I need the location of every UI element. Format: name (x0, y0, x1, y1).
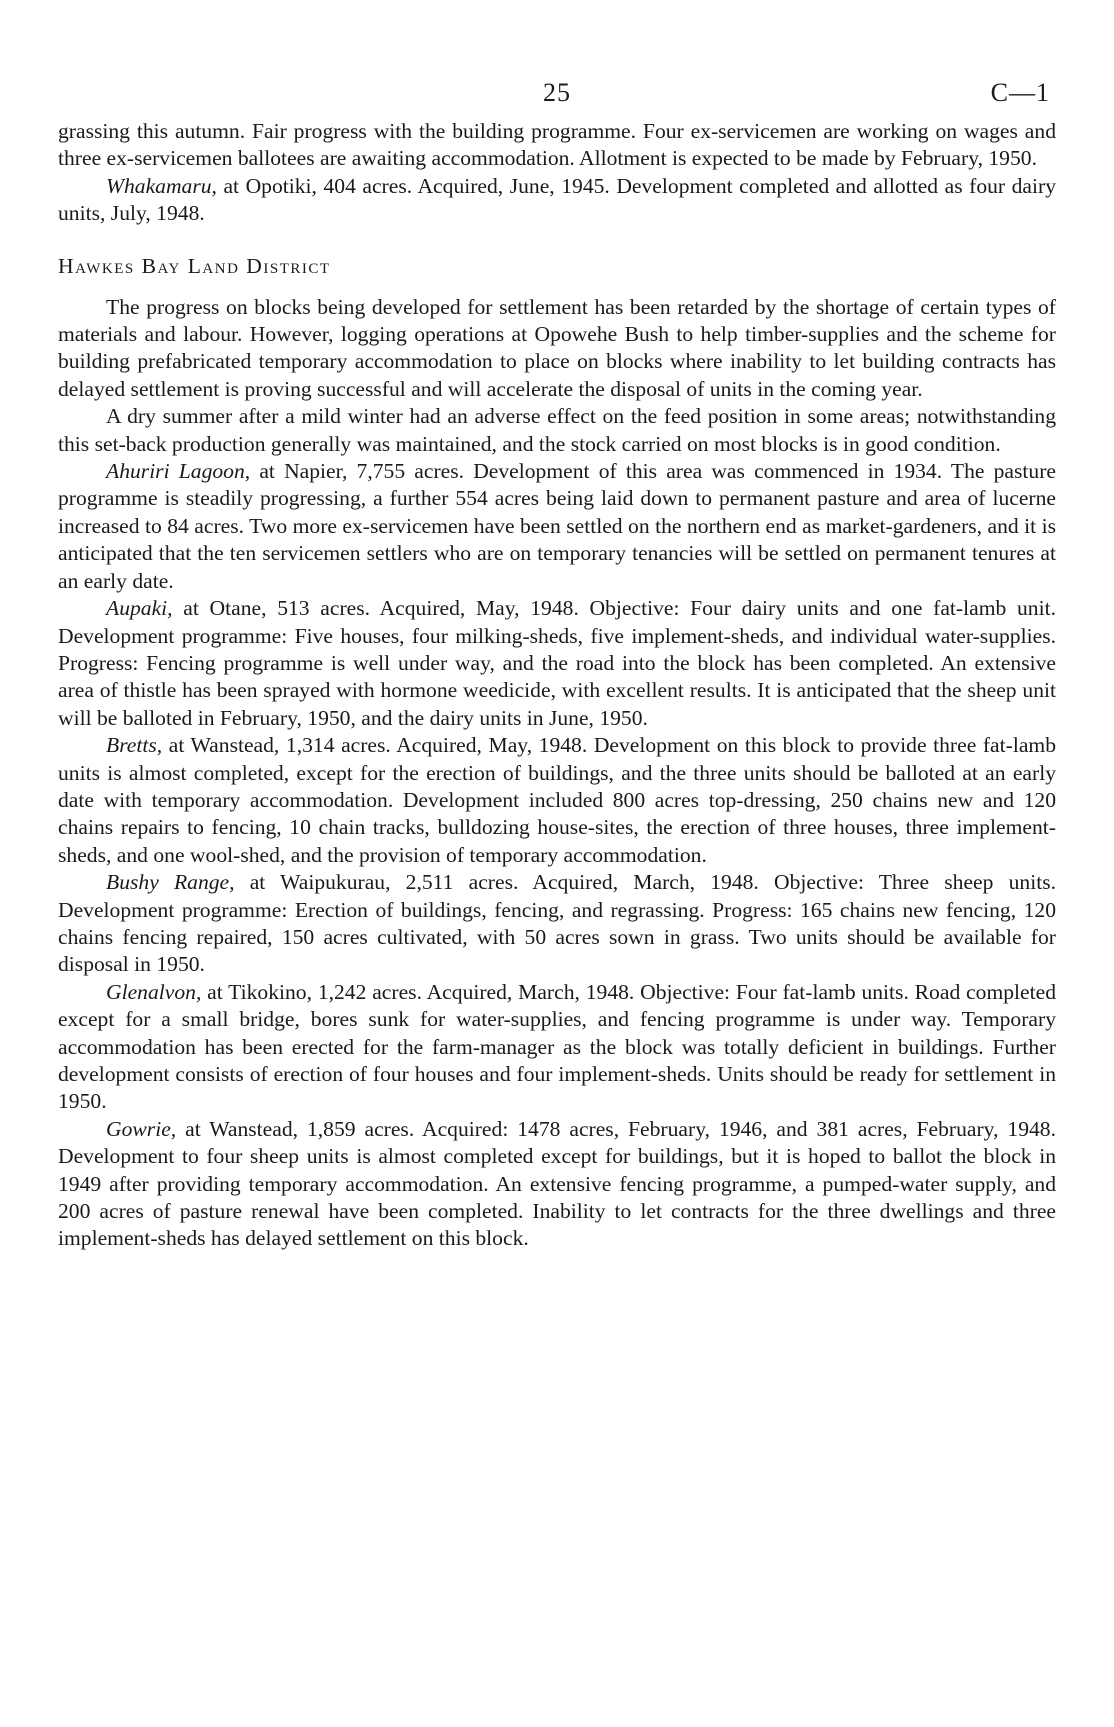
document-body (58, 118, 1056, 1253)
block-name: Gowrie, (106, 1116, 177, 1141)
paragraph-block-gowrie (58, 1116, 1056, 1253)
document-page (58, 78, 1056, 1253)
block-name: Whakamaru, (106, 173, 217, 198)
paragraph-block-glenalvon (58, 979, 1056, 1116)
paragraph-text: at Opotiki, 404 acres. Acquired, June, 1945. Development completed and allotted as four dairy units, July, 1948. (58, 173, 1056, 226)
paragraph-block-ahuriri-lagoon (58, 458, 1056, 595)
paragraph-block-bretts (58, 732, 1056, 869)
block-name: Bushy Range, (106, 870, 235, 895)
paragraph-text: at Tikokino, 1,242 acres. Acquired, March, 1948. Objective: Four fat-lamb units. Road completed except for a small bridge, bores sunk for water-supplies, and fencing programme is under way. Temporary accommodation has been erected for the farm-manager as the block was totally deficient in buildings. Further development consists of erection of four houses and four implement-sheds. Units should be ready for settlement in 1950. (58, 979, 1056, 1114)
paragraph-block-bushy-range (58, 869, 1056, 979)
paragraph-text: at Wanstead, 1,859 acres. Acquired: 1478 acres, February, 1946, and 381 acres, February, 1948. Development to four sheep units is almost completed except for buildings, but it is hoped to ballot the block in 1949 after providing temporary accommodation. An extensive fencing programme, a pumped-water supply, and 200 acres of pasture renewal have been completed. Inability to let contracts for the three dwellings and three implement-sheds has delayed settlement on this block. (58, 1116, 1056, 1251)
section-heading: Hawkes Bay Land District (58, 253, 331, 278)
paragraph-block-aupaki (58, 595, 1056, 732)
paragraph-season (58, 403, 1056, 458)
page-header (58, 78, 1056, 118)
block-name: Aupaki, (106, 596, 173, 621)
block-name: Bretts, (106, 733, 163, 758)
paragraph-text: at Otane, 513 acres. Acquired, May, 1948. Objective: Four dairy units and one fat-lamb unit. Development programme: Five houses, four milking-sheds, five implement-sheds, and individual water-supplies. Progress: Fencing programme is well under way, and the road into the block has been completed. An extensive area of thistle has been sprayed with hormone weedicide, with excellent results. It is anticipated that the sheep unit will be balloted in February, 1950, and the dairy units in June, 1950. (58, 596, 1056, 730)
page-number: 25 (543, 78, 571, 107)
document-series-code: C—1 (990, 78, 1050, 107)
paragraph-block-whakamaru (58, 173, 1056, 228)
paragraph-text: A dry summer after a mild winter had an adverse effect on the feed position in some areas; notwithstanding this set-back production generally was maintained, and the stock carried on most blocks is in good condition. (58, 404, 1056, 456)
paragraph-text: at Wanstead, 1,314 acres. Acquired, May, 1948. Development on this block to provide three fat-lamb units is almost completed, except for the erection of buildings, and the three units should be balloted at an early date with temporary accommodation. Development included 800 acres top-dressing, 250 chains new and 120 chains repairs to fencing, 10 chain tracks, bulldozing house-sites, the erection of three houses, three implement-sheds, and one wool-shed, and the provision of temporary accommodation. (58, 733, 1056, 867)
paragraph-continuation (58, 118, 1056, 173)
paragraph-text: at Napier, 7,755 acres. Development of this area was commenced in 1934. The pasture programme is steadily progressing, a further 554 acres being laid down to permanent pasture and area of lucerne increased to 84 acres. Two more ex-servicemen have been settled on the northern end as market-gardeners, and it is anticipated that the ten servicemen settlers who are on temporary tenancies will be settled on permanent tenures at an early date. (58, 459, 1056, 593)
block-name: Glenalvon, (106, 979, 202, 1004)
block-name: Ahuriri Lagoon, (106, 459, 251, 484)
paragraph-text: The progress on blocks being developed for settlement has been retarded by the shortage of certain types of materials and labour. However, logging operations at Opowehe Bush to help timber-supplies and the scheme for building prefabricated temporary accommodation to place on blocks where inability to let building contracts has delayed settlement is proving successful and will accelerate the disposal of units in the coming year. (58, 294, 1056, 401)
paragraph-text: at Waipukurau, 2,511 acres. Acquired, March, 1948. Objective: Three sheep units. Development programme: Erection of buildings, fencing, and regrassing. Progress: 165 chains new fencing, 120 chains fencing repaired, 150 acres cultivated, with 50 acres sown in grass. Two units should be available for disposal in 1950. (58, 870, 1057, 977)
paragraph-intro (58, 294, 1056, 404)
paragraph-text: grassing this autumn. Fair progress with the building programme. Four ex-servicemen are working on wages and three ex-servicemen ballotees are awaiting accommodation. Allotment is expected to be made by February, 1950. (58, 119, 1056, 171)
